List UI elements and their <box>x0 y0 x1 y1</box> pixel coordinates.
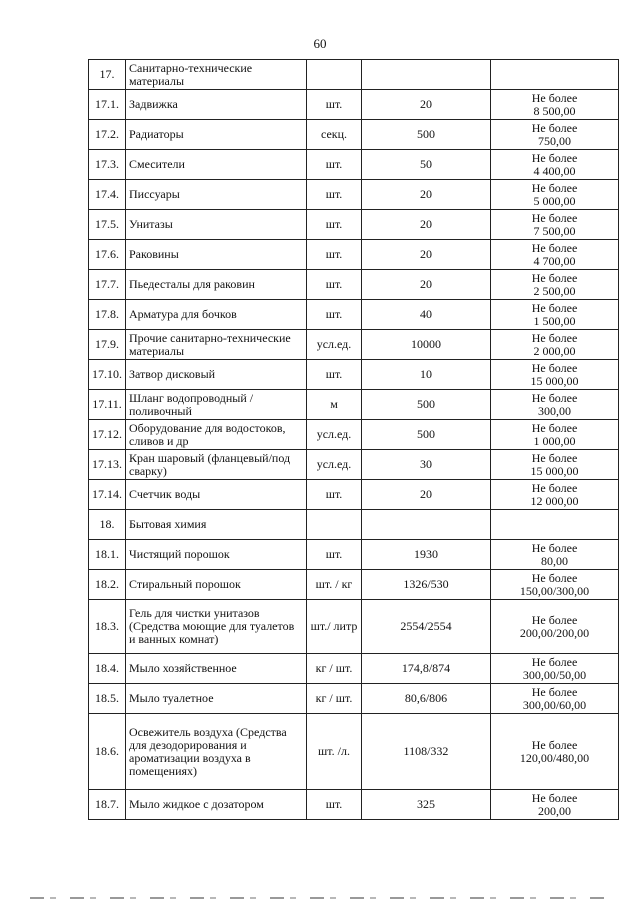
max-price <box>491 210 619 240</box>
quantity: 500 <box>362 390 491 420</box>
max-price-value: 7 500,00 <box>533 223 576 238</box>
table-row <box>89 600 619 654</box>
table-row <box>89 654 619 684</box>
row-number: 17.13. <box>89 450 126 480</box>
quantity: 1930 <box>362 540 491 570</box>
unit-of-measure: секц. <box>307 120 362 150</box>
row-number: 17. <box>89 60 126 90</box>
item-name: Арматура для бочков <box>126 300 307 330</box>
unit-of-measure: шт. / кг <box>307 570 362 600</box>
table-row <box>89 450 619 480</box>
unit-of-measure: кг / шт. <box>307 684 362 714</box>
max-price-value: 300,00 <box>538 403 571 418</box>
item-name: Шланг водопроводный /поливочный <box>126 390 307 420</box>
unit-of-measure: шт. <box>307 180 362 210</box>
unit-of-measure: шт. <box>307 300 362 330</box>
max-price-value: 150,00/300,00 <box>519 583 590 598</box>
quantity: 80,6/806 <box>362 684 491 714</box>
table-row <box>89 90 619 120</box>
max-price <box>491 714 619 790</box>
max-price <box>491 300 619 330</box>
max-price-label: Не более <box>531 210 578 225</box>
quantity: 10000 <box>362 330 491 360</box>
quantity: 20 <box>362 270 491 300</box>
table-row <box>89 714 619 790</box>
max-price-value: 1 500,00 <box>533 313 576 328</box>
max-price-label: Не более <box>531 612 578 627</box>
max-price-label: Не более <box>531 180 578 195</box>
max-price-label: Не более <box>531 737 578 752</box>
max-price-value: 200,00/200,00 <box>519 625 590 640</box>
unit-of-measure: шт. <box>307 90 362 120</box>
max-price-label: Не более <box>531 90 578 105</box>
unit-of-measure: шт. <box>307 480 362 510</box>
quantity: 20 <box>362 180 491 210</box>
item-name: Счетчик воды <box>126 480 307 510</box>
item-name: Санитарно-технические материалы <box>126 60 307 90</box>
item-name: Бытовая химия <box>126 510 307 540</box>
unit-of-measure: шт. /л. <box>307 714 362 790</box>
row-number: 17.6. <box>89 240 126 270</box>
item-name: Прочие санитарно-технические материалы <box>126 330 307 360</box>
row-number: 17.2. <box>89 120 126 150</box>
row-number: 17.9. <box>89 330 126 360</box>
max-price <box>491 510 619 540</box>
max-price-label: Не более <box>531 270 578 285</box>
max-price <box>491 480 619 510</box>
table-row <box>89 510 619 540</box>
quantity: 325 <box>362 790 491 820</box>
max-price <box>491 390 619 420</box>
row-number: 17.10. <box>89 360 126 390</box>
item-name: Мыло туалетное <box>126 684 307 714</box>
row-number: 17.11. <box>89 390 126 420</box>
quantity: 500 <box>362 120 491 150</box>
quantity <box>362 510 491 540</box>
row-number: 18.5. <box>89 684 126 714</box>
quantity: 30 <box>362 450 491 480</box>
unit-of-measure <box>307 510 362 540</box>
row-number: 18.6. <box>89 714 126 790</box>
item-name: Стиральный порошок <box>126 570 307 600</box>
table-row <box>89 360 619 390</box>
max-price <box>491 330 619 360</box>
max-price-label: Не более <box>531 570 578 585</box>
quantity: 500 <box>362 420 491 450</box>
max-price <box>491 150 619 180</box>
max-price-value: 300,00/60,00 <box>522 697 587 712</box>
table-row <box>89 150 619 180</box>
max-price <box>491 270 619 300</box>
max-price-value: 750,00 <box>538 133 571 148</box>
max-price-label: Не более <box>531 150 578 165</box>
quantity: 20 <box>362 480 491 510</box>
unit-of-measure: шт. <box>307 790 362 820</box>
max-price-label: Не более <box>531 360 578 375</box>
item-name: Унитазы <box>126 210 307 240</box>
max-price-label: Не более <box>531 120 578 135</box>
unit-of-measure: усл.ед. <box>307 420 362 450</box>
item-name: Радиаторы <box>126 120 307 150</box>
row-number: 18.7. <box>89 790 126 820</box>
table-row <box>89 300 619 330</box>
max-price-value: 1 000,00 <box>533 433 576 448</box>
table-row <box>89 790 619 820</box>
max-price <box>491 90 619 120</box>
max-price <box>491 180 619 210</box>
max-price <box>491 790 619 820</box>
max-price <box>491 60 619 90</box>
unit-of-measure: шт. <box>307 150 362 180</box>
quantity: 40 <box>362 300 491 330</box>
row-number: 17.14. <box>89 480 126 510</box>
max-price-label: Не более <box>531 790 578 805</box>
quantity: 20 <box>362 90 491 120</box>
max-price <box>491 540 619 570</box>
max-price-label: Не более <box>531 420 578 435</box>
unit-of-measure: шт. <box>307 210 362 240</box>
table-row <box>89 420 619 450</box>
materials-table-body <box>89 60 619 820</box>
max-price-value: 120,00/480,00 <box>519 750 590 765</box>
item-name: Освежитель воздуха (Средства для дезодорирования и ароматизации воздуха в помещениях) <box>126 714 307 790</box>
max-price-value: 80,00 <box>541 553 568 568</box>
max-price-label: Не более <box>531 450 578 465</box>
max-price-value: 300,00/50,00 <box>522 667 587 682</box>
max-price-label: Не более <box>531 540 578 555</box>
quantity: 2554/2554 <box>362 600 491 654</box>
item-name: Оборудование для водостоков, сливов и др <box>126 420 307 450</box>
table-row <box>89 120 619 150</box>
item-name: Гель для чистки унитазов (Средства моющие для туалетов и ванных комнат) <box>126 600 307 654</box>
item-name: Писсуары <box>126 180 307 210</box>
unit-of-measure <box>307 60 362 90</box>
unit-of-measure: шт. <box>307 540 362 570</box>
max-price-value: 4 400,00 <box>533 163 576 178</box>
row-number: 17.5. <box>89 210 126 240</box>
max-price <box>491 450 619 480</box>
row-number: 17.7. <box>89 270 126 300</box>
quantity: 20 <box>362 210 491 240</box>
row-number: 18.2. <box>89 570 126 600</box>
max-price <box>491 570 619 600</box>
max-price-value: 200,00 <box>538 803 571 818</box>
max-price-value: 15 000,00 <box>530 463 579 478</box>
row-number: 17.3. <box>89 150 126 180</box>
max-price-label: Не более <box>531 654 578 669</box>
unit-of-measure: усл.ед. <box>307 450 362 480</box>
page-number: 60 <box>313 36 327 51</box>
row-number: 18.4. <box>89 654 126 684</box>
quantity: 50 <box>362 150 491 180</box>
quantity: 1326/530 <box>362 570 491 600</box>
unit-of-measure: кг / шт. <box>307 654 362 684</box>
item-name: Мыло хозяйственное <box>126 654 307 684</box>
row-number: 18.3. <box>89 600 126 654</box>
max-price-label: Не более <box>531 240 578 255</box>
table-row <box>89 480 619 510</box>
table-row <box>89 210 619 240</box>
row-number: 18.1. <box>89 540 126 570</box>
unit-of-measure: усл.ед. <box>307 330 362 360</box>
quantity: 174,8/874 <box>362 654 491 684</box>
item-name: Чистящий порошок <box>126 540 307 570</box>
table-row <box>89 390 619 420</box>
item-name: Затвор дисковый <box>126 360 307 390</box>
max-price <box>491 360 619 390</box>
max-price-value: 8 500,00 <box>533 103 576 118</box>
table-row <box>89 330 619 360</box>
item-name: Раковины <box>126 240 307 270</box>
max-price-value: 15 000,00 <box>530 373 579 388</box>
unit-of-measure: шт. <box>307 270 362 300</box>
row-number: 17.8. <box>89 300 126 330</box>
max-price-label: Не более <box>531 330 578 345</box>
item-name: Смесители <box>126 150 307 180</box>
unit-of-measure: шт. <box>307 240 362 270</box>
quantity: 1108/332 <box>362 714 491 790</box>
row-number: 17.1. <box>89 90 126 120</box>
item-name: Задвижка <box>126 90 307 120</box>
max-price <box>491 654 619 684</box>
table-row <box>89 60 619 90</box>
unit-of-measure: шт. <box>307 360 362 390</box>
table-row <box>89 684 619 714</box>
max-price-value: 12 000,00 <box>530 493 579 508</box>
max-price <box>491 420 619 450</box>
max-price-value: 2 500,00 <box>533 283 576 298</box>
quantity: 10 <box>362 360 491 390</box>
max-price-label: Не более <box>531 390 578 405</box>
item-name: Кран шаровый (фланцевый/под сварку) <box>126 450 307 480</box>
max-price <box>491 240 619 270</box>
max-price <box>491 684 619 714</box>
unit-of-measure: шт./ литр <box>307 600 362 654</box>
item-name: Пьедесталы для раковин <box>126 270 307 300</box>
max-price <box>491 120 619 150</box>
row-number: 18. <box>89 510 126 540</box>
materials-table <box>88 59 619 820</box>
row-number: 17.4. <box>89 180 126 210</box>
unit-of-measure: м <box>307 390 362 420</box>
max-price-value: 5 000,00 <box>533 193 576 208</box>
quantity <box>362 60 491 90</box>
quantity: 20 <box>362 240 491 270</box>
max-price-label: Не более <box>531 480 578 495</box>
table-row <box>89 270 619 300</box>
table-row <box>89 570 619 600</box>
row-number: 17.12. <box>89 420 126 450</box>
max-price-value: 4 700,00 <box>533 253 576 268</box>
item-name: Мыло жидкое с дозатором <box>126 790 307 820</box>
table-row <box>89 180 619 210</box>
table-row <box>89 240 619 270</box>
scan-artifact-line <box>30 897 610 899</box>
max-price-label: Не более <box>531 684 578 699</box>
table-row <box>89 540 619 570</box>
max-price-value: 2 000,00 <box>533 343 576 358</box>
max-price <box>491 600 619 654</box>
max-price-label: Не более <box>531 300 578 315</box>
